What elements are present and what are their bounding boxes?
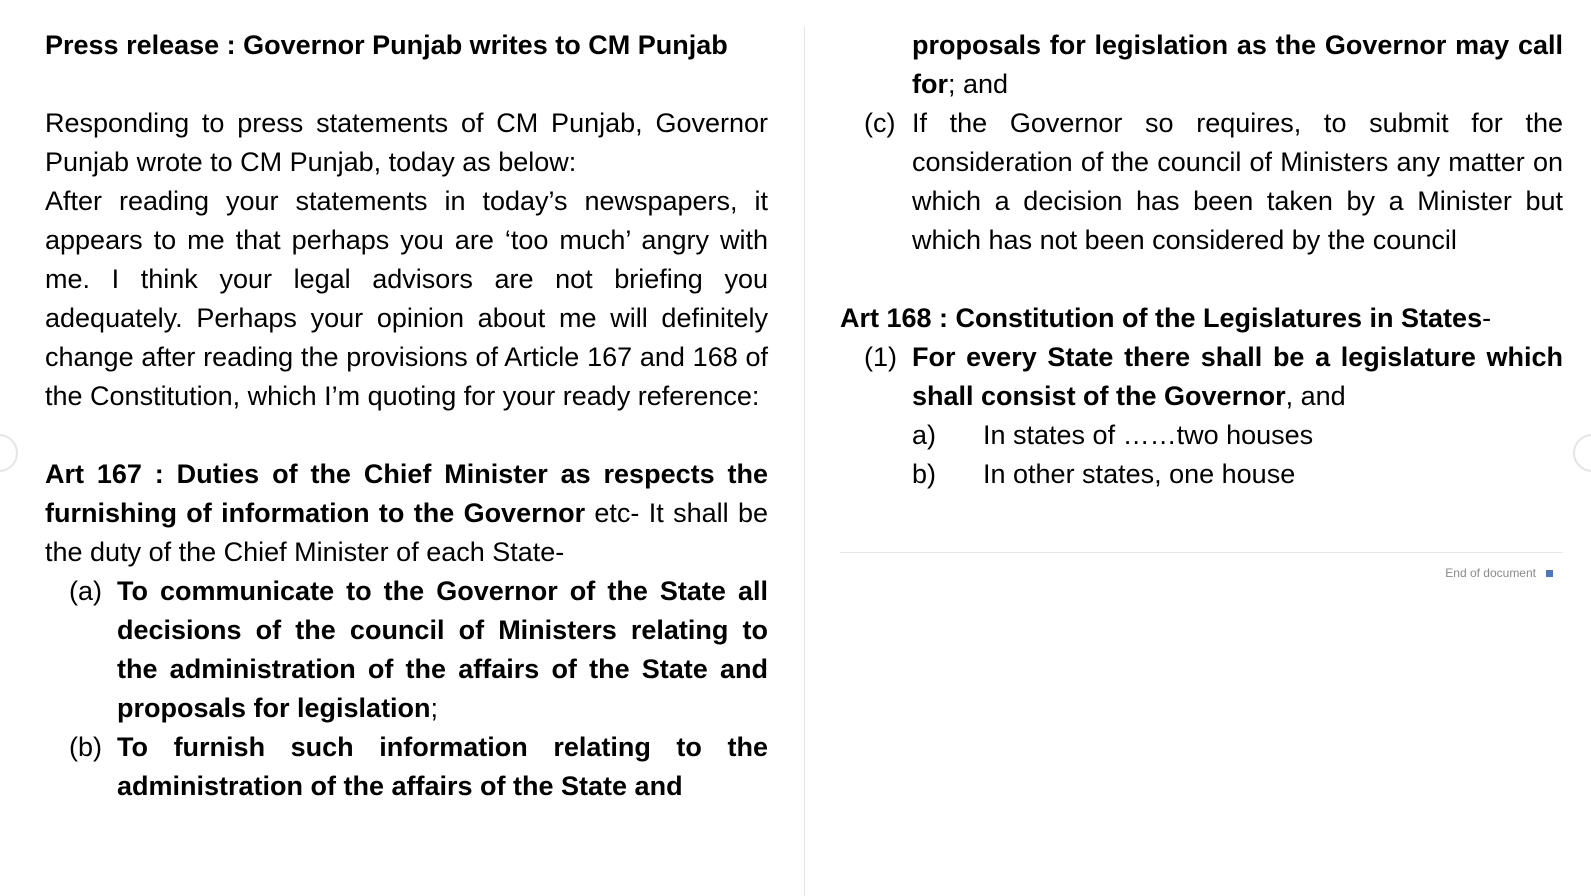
letter-paragraph: After reading your statements in today’s newspapers, it appears to me that perhaps you are ‘too much’ angry with me. I think your legal advisors are not briefing you adequately. Perhaps your opinion about me will definitely change after reading the provisions of Article 167 and 168 of the Constitution, which I’m quoting for your ready reference: [45,186,768,411]
left-column [45,26,768,806]
end-of-document-label: End of document [1445,566,1536,580]
article-168-title: Art 168 : Constitution of the Legislatures in States [840,303,1483,333]
end-square-icon [1546,570,1553,577]
previous-page-button[interactable] [0,434,18,472]
list-marker: (1) [864,342,897,372]
intro-paragraph: Responding to press statements of CM Punjab, Governor Punjab wrote to CM Punjab, today as below: [45,108,768,177]
list-marker: b) [912,459,937,489]
end-of-document-rule [840,552,1563,553]
article-168-heading: Art 168 : Constitution of the Legislatures in States- [840,303,1492,333]
list-marker: (c) [864,108,896,138]
list-item-text: In states of ……two houses [983,420,1314,450]
list-item-text: ; and [948,69,1009,99]
list-item [864,338,1563,416]
list-item-continued [864,26,1563,104]
list-item-bold-text: proposals for legislation as the Governor may call for [912,30,1563,99]
list-item [864,104,1563,260]
list-marker: (b) [69,732,102,762]
right-column [840,26,1563,494]
article-167-lead: etc- It shall be the duty of the Chief Minister of each State- [45,498,768,567]
list-item-text: In other states, one house [983,459,1296,489]
list-item [69,572,768,728]
list-item-bold-text: To communicate to the Governor of the State all decisions of the council of Ministers relating to the administration of the affairs of the State and proposals for legislation [117,576,768,723]
list-item-bold-text: To furnish such information relating to the administration of the affairs of the State and [117,732,768,801]
list-item-text: ; [430,693,439,723]
next-page-button[interactable] [1573,434,1591,472]
end-of-document-marker [1445,566,1553,580]
list-marker: a) [912,420,937,450]
article-167-title: Art 167 : Duties of the Chief Minister as respects the furnishing of information to the Governor [45,459,768,528]
list-item-text: , and [1285,381,1346,411]
article-167-heading [45,455,768,572]
list-item [69,728,768,806]
list-item-bold-text: For every State there shall be a legislature which shall consist of the Governor [912,342,1563,411]
list-marker: (a) [69,576,102,606]
list-item-text: If the Governor so requires, to submit for the consideration of the council of Ministers any matter on which a decision has been taken by a Minister but which has not been considered by the council [912,108,1563,255]
sub-list-item [912,416,1563,455]
sub-list-item [912,455,1563,494]
press-release-title: Press release : Governor Punjab writes to CM Punjab [45,30,728,60]
column-divider [804,26,805,896]
